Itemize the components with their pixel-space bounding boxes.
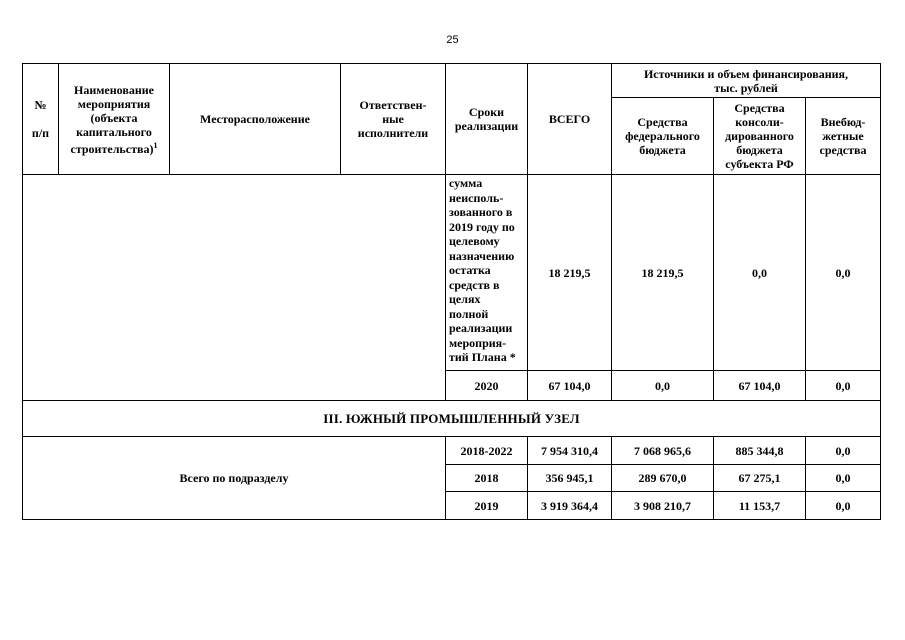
col-extrabudget-header: Внебюд- жетные средства bbox=[806, 98, 881, 175]
federal-cell: 3 908 210,7 bbox=[612, 492, 714, 520]
empty-merged-cell bbox=[23, 175, 446, 401]
subtotal-label: Всего по подразделу bbox=[23, 437, 446, 520]
consolidated-cell: 885 344,8 bbox=[714, 437, 806, 465]
total-cell: 3 919 364,4 bbox=[528, 492, 612, 520]
federal-cell: 0,0 bbox=[612, 371, 714, 401]
page-number: 25 bbox=[446, 34, 459, 46]
col-responsible-header: Ответствен- ные исполнители bbox=[341, 64, 446, 175]
col-name-header: Наименование мероприятия (объекта капитального строительства)$^1$ bbox=[59, 64, 170, 175]
total-cell: 67 104,0 bbox=[528, 371, 612, 401]
term-note-cell: сумма неисполь- зованного в 2019 году по целевому назначению остатка средств в целях полной реализации мероприя- тий Плана * bbox=[446, 175, 528, 371]
col-number-header: № п/п bbox=[23, 64, 59, 175]
col-total-header: ВСЕГО bbox=[528, 64, 612, 175]
total-cell: 356 945,1 bbox=[528, 465, 612, 492]
consolidated-cell: 11 153,7 bbox=[714, 492, 806, 520]
term-cell: 2018-2022 bbox=[446, 437, 528, 465]
section-row bbox=[23, 401, 881, 437]
financing-table bbox=[22, 63, 881, 520]
extrabudget-cell: 0,0 bbox=[806, 371, 881, 401]
term-cell: 2019 bbox=[446, 492, 528, 520]
consolidated-cell: 0,0 bbox=[714, 175, 806, 371]
extrabudget-cell: 0,0 bbox=[806, 175, 881, 371]
consolidated-cell: 67 104,0 bbox=[714, 371, 806, 401]
sources-group-header: Источники и объем финансирования, тыс. рублей bbox=[612, 64, 881, 98]
federal-cell: 18 219,5 bbox=[612, 175, 714, 371]
federal-cell: 7 068 965,6 bbox=[612, 437, 714, 465]
extrabudget-cell: 0,0 bbox=[806, 465, 881, 492]
col-location-header: Месторасположение bbox=[170, 64, 341, 175]
table-row bbox=[23, 437, 881, 465]
term-cell: 2018 bbox=[446, 465, 528, 492]
col-consolidated-header: Средства консоли- дированного бюджета субъекта РФ bbox=[714, 98, 806, 175]
section-title: III. ЮЖНЫЙ ПРОМЫШЛЕННЫЙ УЗЕЛ bbox=[23, 401, 881, 437]
total-cell: 18 219,5 bbox=[528, 175, 612, 371]
extrabudget-cell: 0,0 bbox=[806, 492, 881, 520]
extrabudget-cell: 0,0 bbox=[806, 437, 881, 465]
header-row-1 bbox=[23, 64, 881, 98]
col-terms-header: Сроки реализации bbox=[446, 64, 528, 175]
table-row bbox=[23, 175, 881, 371]
total-cell: 7 954 310,4 bbox=[528, 437, 612, 465]
consolidated-cell: 67 275,1 bbox=[714, 465, 806, 492]
term-cell: 2020 bbox=[446, 371, 528, 401]
federal-cell: 289 670,0 bbox=[612, 465, 714, 492]
col-federal-header: Средства федерального бюджета bbox=[612, 98, 714, 175]
